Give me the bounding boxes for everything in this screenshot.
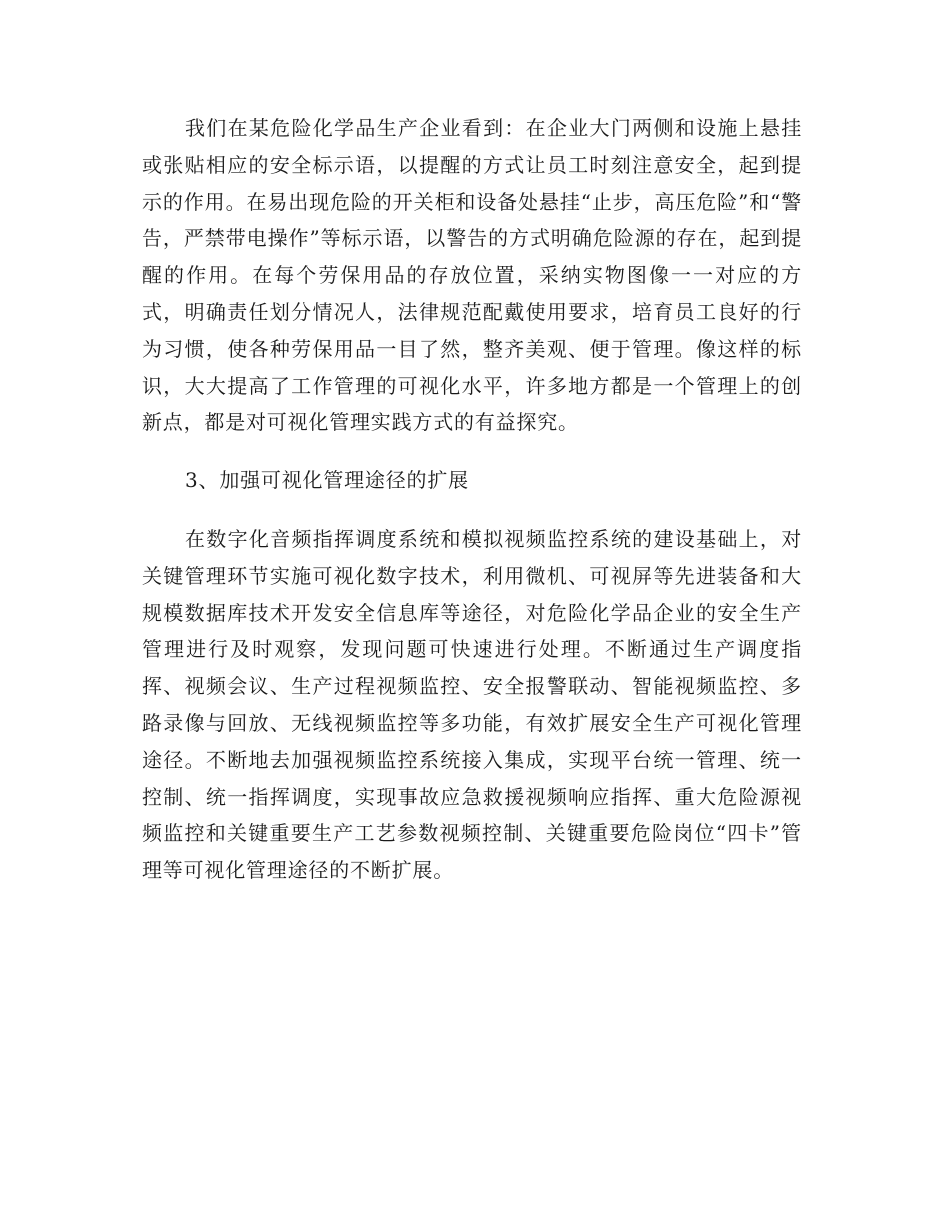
body-paragraph-1: 我们在某危险化学品生产企业看到：在企业大门两侧和设施上悬挂或张贴相应的安全标示语，以提醒的方式让员工时刻注意安全，起到提示的作用。在易出现危险的开关柜和设备处悬挂“止步，高压危险”和“警告，严禁带电操作”等标示语，以警告的方式明确危险源的存在，起到提醒的作用。在每个劳保用品的存放位置，采纳实物图像一一对应的方式，明确责任划分情况人，法律规范配戴使用要求，培育员工良好的行为习惯，使各种劳保用品一目了然，整齐美观、便于管理。像这样的标识，大大提高了工作管理的可视化水平，许多地方都是一个管理上的创新点，都是对可视化管理实践方式的有益探究。 xyxy=(142,116,802,435)
paragraph-spacer xyxy=(142,499,802,521)
body-paragraph-2: 在数字化音频指挥调度系统和模拟视频监控系统的建设基础上，对关键管理环节实施可视化数字技术，利用微机、可视屏等先进装备和大规模数据库技术开发安全信息库等途径，对危险化学品企业的安全生产管理进行及时观察，发现问题可快速进行处理。不断通过生产调度指挥、视频会议、生产过程视频监控、安全报警联动、智能视频监控、多路录像与回放、无线视频监控等多功能，有效扩展安全生产可视化管理途径。不断地去加强视频监控系统接入集成，实现平台统一管理、统一控制、统一指挥调度，实现事故应急救援视频响应指挥、重大危险源视频监控和关键重要生产工艺参数视频控制、关键重要危险岗位“四卡”管理等可视化管理途径的不断扩展。 xyxy=(142,526,802,883)
document-body xyxy=(142,110,802,889)
paragraph-spacer xyxy=(142,441,802,462)
section-heading: 3、加强可视化管理途径的扩展 xyxy=(185,468,469,493)
